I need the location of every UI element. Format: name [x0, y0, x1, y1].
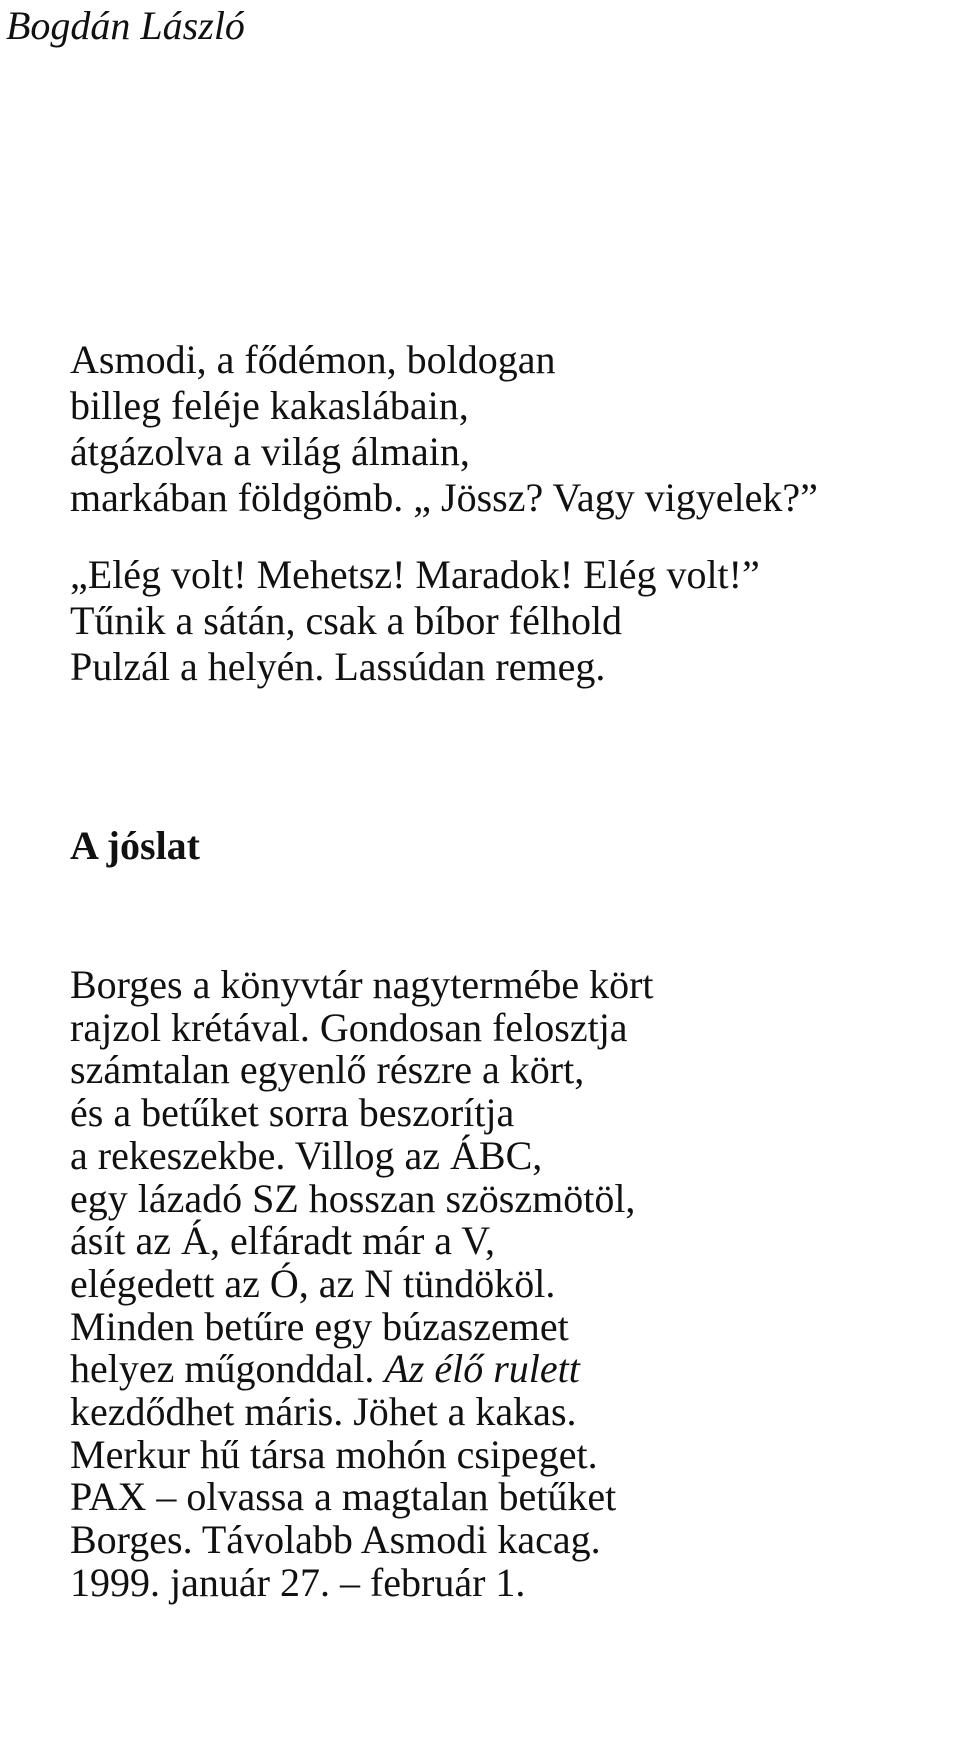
verse-line: Pulzál a helyén. Lassúdan remeg.	[70, 644, 606, 689]
poem-body	[70, 964, 654, 1605]
stanza-2	[70, 552, 760, 690]
verse-line: Minden betűre egy búzaszemet	[70, 1303, 569, 1349]
verse-line: Asmodi, a fődémon, boldogan	[70, 337, 556, 382]
italic-phrase: Az élő rulett	[384, 1346, 580, 1392]
verse-line-part: helyez műgonddal.	[70, 1346, 385, 1392]
verse-line: billeg feléje kakaslábain,	[70, 383, 469, 428]
verse-line: Tűnik a sátán, csak a bíbor félhold	[70, 598, 623, 643]
verse-line: markában földgömb. „ Jössz? Vagy vigyelek?”	[70, 475, 818, 520]
verse-line: Borges a könyvtár nagytermébe kört	[70, 962, 654, 1007]
author-name: Bogdán László	[6, 3, 245, 48]
poem-title: A jóslat	[70, 823, 200, 868]
verse-line: rajzol krétával. Gondosan felosztja	[70, 1004, 628, 1050]
verse-line: Merkur hű társa mohón csipeget.	[70, 1431, 598, 1477]
date-line: 1999. január 27. – február 1.	[70, 1559, 526, 1605]
verse-line: kezdődhet máris. Jöhet a kakas.	[70, 1389, 577, 1435]
verse-line-mixed	[70, 1348, 654, 1391]
verse-line: Borges. Távolabb Asmodi kacag.	[70, 1517, 601, 1563]
verse-line: egy lázadó SZ hosszan szöszmötöl,	[70, 1175, 636, 1221]
verse-line: számtalan egyenlő részre a kört,	[70, 1047, 585, 1093]
stanza-1	[70, 337, 818, 521]
verse-line: elégedett az Ó, az N tündököl.	[70, 1260, 556, 1306]
verse-line: „Elég volt! Mehetsz! Maradok! Elég volt!”	[70, 552, 760, 597]
verse-line: átgázolva a világ álmain,	[70, 429, 470, 474]
verse-line: a rekeszekbe. Villog az ÁBC,	[70, 1132, 543, 1178]
verse-line: és a betűket sorra beszorítja	[70, 1090, 515, 1136]
verse-line: PAX – olvassa a magtalan betűket	[70, 1474, 617, 1520]
verse-line: ásít az Á, elfáradt már a V,	[70, 1218, 496, 1264]
